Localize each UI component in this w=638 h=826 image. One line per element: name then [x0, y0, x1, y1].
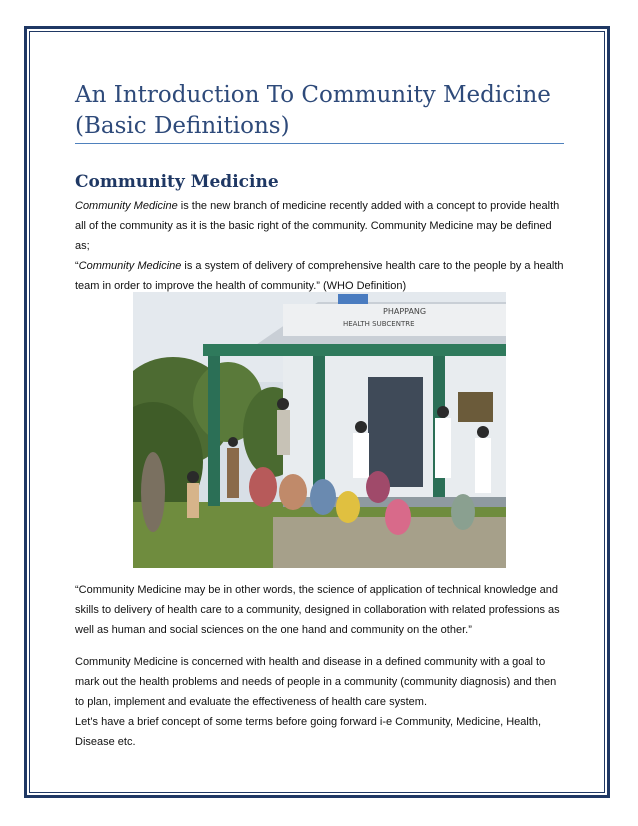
- quote-open: “: [75, 260, 79, 272]
- paragraph-terms-intro: Let’s have a brief concept of some terms before going forward i-e Community, Medicine, Health, Disease etc.: [75, 716, 542, 748]
- sign-subtitle: HEALTH SUBCENTRE: [343, 320, 415, 328]
- definition-term: Community Medicine: [78, 260, 182, 272]
- paragraph-who-definition: [75, 256, 567, 296]
- definition-text: is a system of delivery of comprehensive health care to the people by a health team in order to improve the health of community.” (WHO Definition): [75, 260, 564, 292]
- document-title: [75, 80, 575, 142]
- title-line-2: (Basic Definitions): [75, 113, 290, 139]
- sign-name: PHAPPANG: [383, 307, 427, 316]
- intro-term: Community Medicine: [75, 200, 178, 212]
- section-heading: Community Medicine: [75, 172, 279, 192]
- paragraph-intro: [75, 196, 567, 256]
- paragraph-alt-definition: “Community Medicine may be in other words, the science of application of technical knowledge and skills to delivery of health care to a community, designed in collaboration with related professions as well as human and social sciences on the one hand and community on the other.”: [75, 584, 560, 636]
- title-line-1: An Introduction To Community Medicine: [75, 82, 551, 108]
- intro-text: is the new branch of medicine recently added with a concept to provide health all of the community as it is the basic right of the community. Community Medicine may be defined as;: [75, 200, 560, 252]
- paragraph-scope: Community Medicine is concerned with health and disease in a defined community with a goal to mark out the health problems and needs of people in a community (community diagnosis) and then to plan, implement and evaluate the effectiveness of health care system.: [75, 656, 557, 708]
- health-subcentre-photo: [133, 292, 506, 568]
- title-underline: [75, 143, 564, 144]
